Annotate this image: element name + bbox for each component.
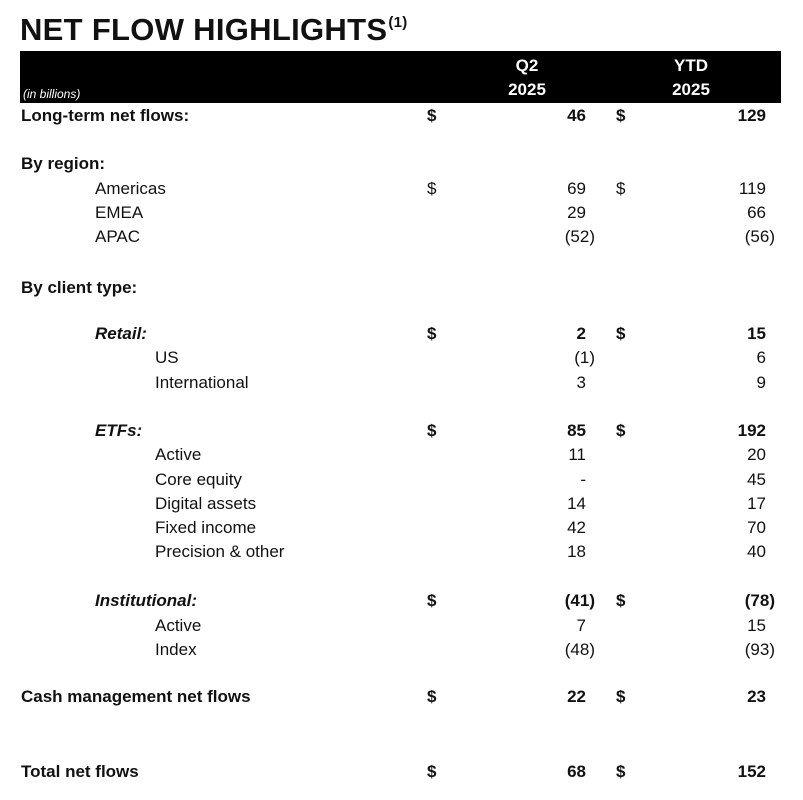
cell-ytd: 129: [737, 106, 766, 125]
currency-symbol-q2: $: [427, 179, 437, 198]
table-row: [20, 371, 781, 395]
table-row: [20, 225, 781, 249]
cell-q2: 14: [567, 494, 586, 513]
table-row: [20, 322, 781, 346]
table-row: [20, 276, 781, 300]
currency-symbol-q2: $: [427, 324, 437, 343]
units-label: (in billions): [23, 87, 81, 101]
cell-q2: 7: [576, 616, 586, 635]
row-label: APAC: [95, 227, 141, 246]
currency-symbol-ytd: $: [616, 179, 626, 198]
page-title: [20, 12, 408, 48]
cell-q2: 42: [567, 518, 586, 537]
column-header-q2-year: 2025: [508, 80, 546, 99]
cell-ytd: 17: [747, 494, 766, 513]
table-header: [20, 51, 781, 103]
cell-q2: (41): [564, 591, 595, 610]
cell-q2: 22: [567, 687, 586, 706]
table-row: [20, 177, 781, 201]
row-label: Long-term net flows:: [21, 106, 190, 125]
cell-q2: 68: [567, 762, 586, 781]
cell-ytd: (78): [744, 591, 775, 610]
cell-q2: 3: [576, 373, 586, 392]
cell-q2: 2: [576, 324, 586, 343]
table-row: [20, 468, 781, 492]
currency-symbol-ytd: $: [616, 762, 626, 781]
cell-ytd: 119: [738, 179, 766, 198]
table-row: [20, 760, 781, 784]
currency-symbol-q2: $: [427, 106, 437, 125]
row-label: Institutional:: [95, 591, 197, 610]
row-label: By region:: [21, 154, 106, 173]
currency-symbol-q2: $: [427, 762, 437, 781]
cell-q2: 11: [568, 445, 586, 464]
cell-ytd: 152: [737, 762, 766, 781]
table-row: [20, 152, 781, 176]
row-label: Fixed income: [155, 518, 257, 537]
column-header-q2-period: Q2: [515, 56, 539, 75]
currency-symbol-ytd: $: [616, 324, 626, 343]
cell-ytd: 45: [747, 470, 766, 489]
table-row: [20, 614, 781, 638]
cell-ytd: 70: [747, 518, 766, 537]
row-label: Index: [155, 640, 197, 659]
row-label: By client type:: [21, 278, 138, 297]
cell-q2: 29: [567, 203, 586, 222]
table-row: [20, 419, 781, 443]
column-header-ytd-year: 2025: [672, 80, 710, 99]
currency-symbol-q2: $: [427, 591, 437, 610]
cell-ytd: 192: [737, 421, 766, 440]
column-header-q2: [477, 54, 577, 102]
row-label: US: [155, 348, 179, 367]
table-row: [20, 346, 781, 370]
cell-ytd: 23: [747, 687, 766, 706]
currency-symbol-ytd: $: [616, 591, 626, 610]
currency-symbol-q2: $: [427, 687, 437, 706]
row-label: EMEA: [95, 203, 144, 222]
cell-ytd: 9: [756, 373, 766, 392]
cell-q2: 85: [567, 421, 586, 440]
currency-symbol-ytd: $: [616, 106, 626, 125]
table-row: [20, 201, 781, 225]
cell-ytd: 40: [747, 542, 766, 561]
row-label: Active: [155, 616, 202, 635]
table-row: [20, 443, 781, 467]
row-label: ETFs:: [95, 421, 143, 440]
row-label: Americas: [95, 179, 166, 198]
currency-symbol-ytd: $: [616, 421, 626, 440]
cell-q2: (52): [564, 227, 595, 246]
cell-q2: (48): [564, 640, 595, 659]
row-label: Total net flows: [21, 762, 139, 781]
title-footnote: (1): [388, 14, 408, 31]
currency-symbol-q2: $: [427, 421, 437, 440]
table-row: [20, 492, 781, 516]
cell-ytd: (93): [744, 640, 775, 659]
cell-ytd: 6: [756, 348, 766, 367]
cell-ytd: 15: [747, 324, 766, 343]
cell-q2: 69: [567, 179, 586, 198]
cell-q2: -: [580, 470, 586, 489]
cell-q2: (1): [574, 348, 595, 367]
cell-q2: 18: [567, 542, 586, 561]
row-label: Retail:: [95, 324, 147, 343]
cell-q2: 46: [567, 106, 586, 125]
row-label: International: [155, 373, 249, 392]
row-label: Precision & other: [155, 542, 285, 561]
row-label: Cash management net flows: [21, 687, 251, 706]
column-header-ytd: [641, 54, 741, 102]
title-text: NET FLOW HIGHLIGHTS: [20, 12, 388, 47]
row-label: Digital assets: [155, 494, 257, 513]
table-row: [20, 589, 781, 613]
cell-ytd: 15: [747, 616, 766, 635]
currency-symbol-ytd: $: [616, 687, 626, 706]
table-row: [20, 104, 781, 128]
cell-ytd: 66: [747, 203, 766, 222]
table-row: [20, 685, 781, 709]
cell-ytd: (56): [744, 227, 775, 246]
table-row: [20, 540, 781, 564]
table-row: [20, 516, 781, 540]
table-row: [20, 638, 781, 662]
column-header-ytd-period: YTD: [674, 56, 708, 75]
row-label: Active: [155, 445, 202, 464]
row-label: Core equity: [155, 470, 242, 489]
cell-ytd: 20: [747, 445, 766, 464]
